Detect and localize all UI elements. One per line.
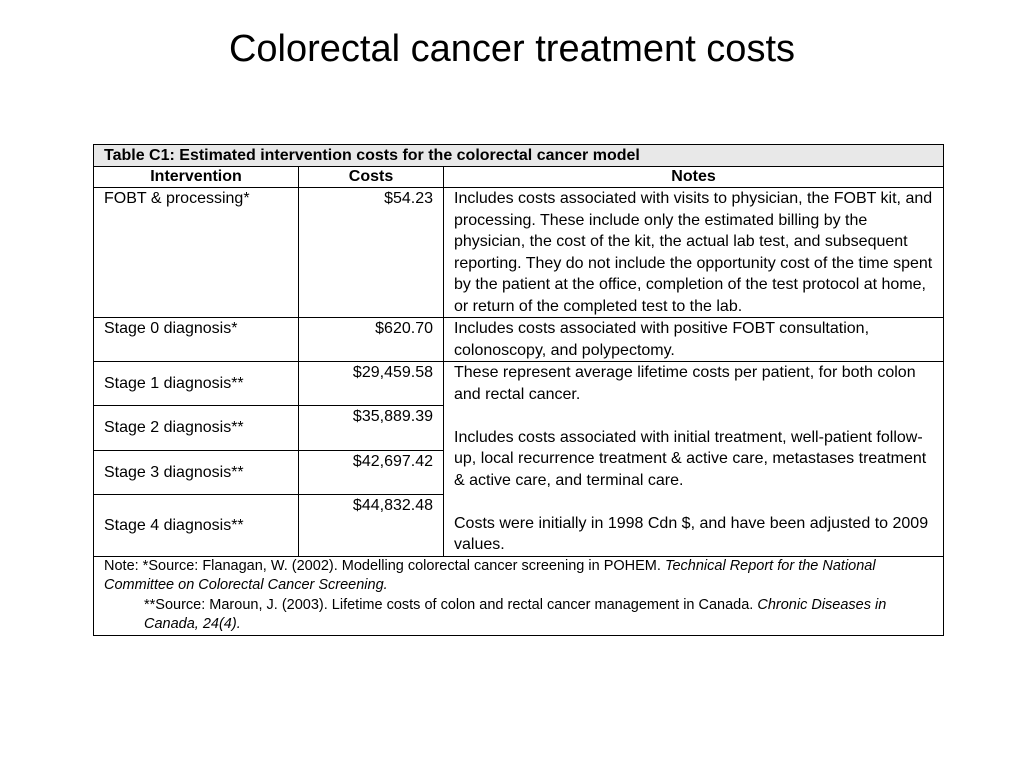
- intervention-cell: Stage 0 diagnosis*: [94, 318, 299, 362]
- slide-title: Colorectal cancer treatment costs: [228, 28, 795, 70]
- table-row: [94, 188, 944, 318]
- notes-cell: Includes costs associated with visits to physician, the FOBT kit, and processing. These include only the estimated billing by the physician, the cost of the kit, the actual lab test, and subsequent reporting. They do not include the opportunity cost of the time spent by the patient at the office, completion of the test protocol at home, or return of the completed test to the lab.: [444, 188, 944, 318]
- footnote-cell: [94, 556, 944, 635]
- notes-cell: Includes costs associated with positive FOBT consultation, colonoscopy, and polypectomy.: [444, 318, 944, 362]
- footnote-source-1: [104, 557, 933, 596]
- intervention-costs-table: [93, 144, 944, 636]
- stage-notes-para-3: Costs were initially in 1998 Cdn $, and have been adjusted to 2009 values.: [454, 514, 929, 553]
- stage-notes-para-1: These represent average lifetime costs per patient, for both colon and rectal cancer.: [454, 364, 916, 403]
- footnote-2-italic: Chronic Diseases in Canada, 24(4).: [144, 596, 887, 632]
- stage-notes-para-2: Includes costs associated with initial treatment, well-patient follow-up, local recurrence treatment & active care, metastases treatment & active care, and terminal care.: [454, 428, 927, 489]
- header-intervention: Intervention: [94, 167, 299, 188]
- cost-cell: $35,889.39: [299, 405, 444, 450]
- intervention-cell: Stage 4 diagnosis**: [94, 495, 299, 556]
- header-notes: Notes: [444, 167, 944, 188]
- cost-cell: $620.70: [299, 318, 444, 362]
- footnote-source-2: [104, 596, 933, 635]
- header-costs: Costs: [299, 167, 444, 188]
- footnote-1-text: Note: *Source: Flanagan, W. (2002). Modelling colorectal cancer screening in POHEM.: [104, 557, 665, 574]
- table-header-row: [94, 167, 944, 188]
- cost-cell: $54.23: [299, 188, 444, 318]
- intervention-cell: Stage 2 diagnosis**: [94, 405, 299, 450]
- footnote-2-text: **Source: Maroun, J. (2003). Lifetime costs of colon and rectal cancer management in Canada.: [144, 596, 758, 613]
- table-caption-row: [94, 145, 944, 167]
- table-caption: Table C1: Estimated intervention costs for the colorectal cancer model: [94, 145, 944, 167]
- cost-cell: $42,697.42: [299, 450, 444, 495]
- cost-cell: $29,459.58: [299, 362, 444, 406]
- intervention-cell: Stage 3 diagnosis**: [94, 450, 299, 495]
- intervention-cell: Stage 1 diagnosis**: [94, 362, 299, 406]
- stage-notes-cell: [444, 362, 944, 557]
- paragraph-gap: [454, 405, 933, 427]
- footnote-1-italic: Technical Report for the National Committee on Colorectal Cancer Screening.: [104, 557, 876, 593]
- intervention-cell: FOBT & processing*: [94, 188, 299, 318]
- paragraph-gap: [454, 491, 933, 513]
- footnote-row: [94, 556, 944, 635]
- table-row: [94, 362, 944, 406]
- cost-cell: $44,832.48: [299, 495, 444, 556]
- table-row: [94, 318, 944, 362]
